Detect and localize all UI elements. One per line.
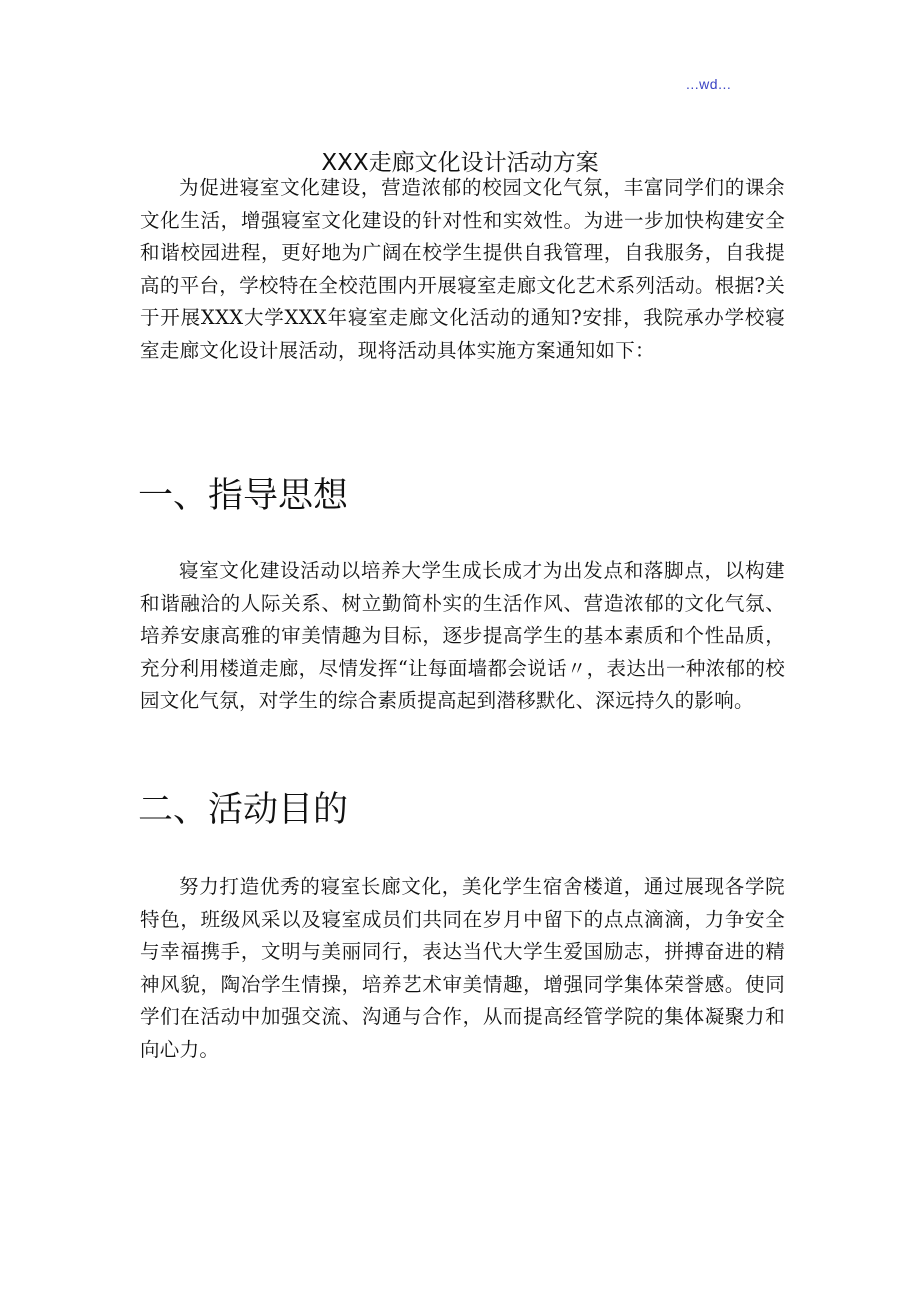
intro-paragraph: 为促进寝室文化建设，营造浓郁的校园文化气氛，丰富同学们的课余文化生活，增强寝室文化建设的针对性和实效性。为进一步加快构建安全和谐校园进程，更好地为广阔在校学生提供自我管理，自我服务，自我提高的平台，学校特在全校范围内开展寝室走廊文化艺术系列活动。根据?关于开展XXX大学XXX年寝室走廊文化活动的通知?安排，我院承办学校寝室走廊文化设计展活动，现将活动具体实施方案通知如下：: [140, 176, 785, 362]
section-body-guiding-ideology: 寝室文化建设活动以培养大学生成长成才为出发点和落脚点，以构建和谐融洽的人际关系、树立勤简朴实的生活作风、营造浓郁的文化气氛、培养安康高雅的审美情趣为目标，逐步提高学生的基本素质和个性品质，充分利用楼道走廊，尽情发挥“让每面墙都会说话〃，表达出一种浓郁的校园文化气氛，对学生的综合素质提高起到潜移默化、深远持久的影响。: [140, 559, 785, 712]
section-heading-guiding-ideology: 一、指导思想: [138, 476, 349, 516]
section-body-activity-purpose: 努力打造优秀的寝室长廊文化，美化学生宿舍楼道，通过展现各学院特色，班级风采以及寝室成员们共同在岁月中留下的点点滴滴，力争安全与幸福携手，文明与美丽同行，表达当代大学生爱国励志，拼搏奋进的精神风貌，陶冶学生情操，培养艺术审美情趣，增强同学集体荣誉感。使同学们在活动中加强交流、沟通与合作，从而提高经管学院的集体凝聚力和向心力。: [140, 875, 785, 1061]
section-heading-activity-purpose: 二、活动目的: [138, 790, 349, 830]
document-title: XXX走廊文化设计活动方案: [321, 150, 599, 176]
page-header-mark: ...wd...: [686, 76, 732, 92]
